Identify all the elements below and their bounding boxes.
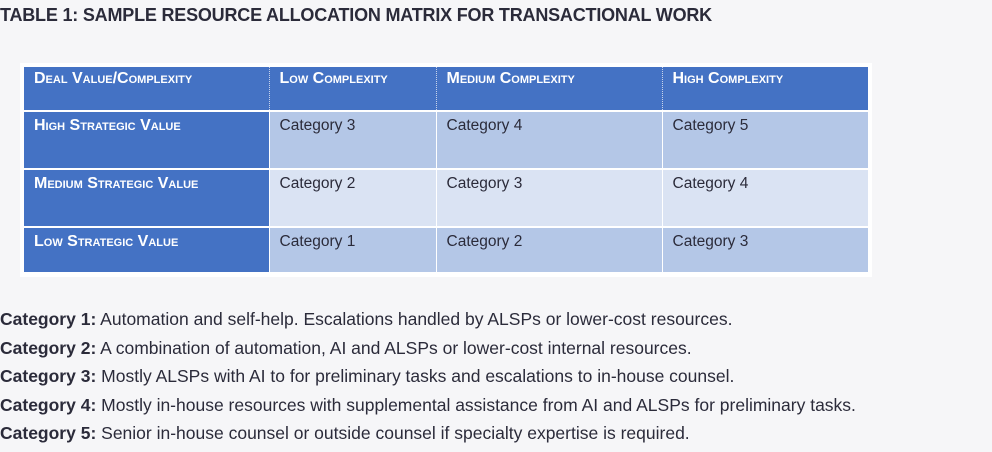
table-title: TABLE 1: SAMPLE RESOURCE ALLOCATION MATRIX FOR TRANSACTIONAL WORK	[0, 5, 712, 25]
legend-term: Category 1:	[0, 309, 97, 329]
table-cell: Category 3	[269, 111, 436, 169]
legend-term: Category 2:	[0, 337, 97, 358]
table-cell: Category 3	[436, 169, 662, 227]
legend-term: Category 4:	[0, 394, 97, 415]
table-row-high-strategic-value	[24, 111, 868, 169]
header-deal-value-complexity: Deal Value/Complexity	[24, 67, 269, 111]
table-cell: Category 3	[662, 227, 868, 272]
matrix-table-container	[20, 63, 872, 277]
legend-item-category-4	[0, 391, 856, 420]
legend-text: Automation and self-help. Escalations handled by ALSPs or lower-cost resources.	[96, 309, 733, 329]
legend-text: Mostly in-house resources with supplemental assistance from AI and ALSPs for preliminary tasks.	[96, 394, 856, 415]
table-header-row	[24, 67, 868, 111]
legend-text: Senior in-house counsel or outside counsel if specialty expertise is required.	[96, 423, 690, 444]
legend-term: Category 3:	[0, 366, 97, 387]
legend-item-category-5	[0, 419, 856, 448]
table-cell: Category 4	[662, 169, 868, 227]
legend-item-category-2	[0, 334, 856, 363]
category-legend	[0, 305, 856, 448]
legend-item-category-3	[0, 362, 856, 391]
table-cell: Category 4	[436, 111, 662, 169]
resource-allocation-matrix	[24, 67, 868, 272]
table-cell: Category 5	[662, 111, 868, 169]
table-row-low-strategic-value	[24, 227, 868, 272]
table-row-medium-strategic-value	[24, 169, 868, 227]
row-label-high-strategic-value: High Strategic Value	[24, 111, 269, 169]
header-medium-complexity: Medium Complexity	[436, 67, 662, 111]
header-low-complexity: Low Complexity	[269, 67, 436, 111]
table-cell: Category 2	[269, 169, 436, 227]
legend-text: Mostly ALSPs with AI to for preliminary tasks and escalations to in-house counsel.	[96, 366, 735, 387]
header-high-complexity: High Complexity	[662, 67, 868, 111]
legend-item-category-1	[0, 305, 856, 334]
row-label-low-strategic-value: Low Strategic Value	[24, 227, 269, 272]
legend-term: Category 5:	[0, 423, 97, 444]
row-label-medium-strategic-value: Medium Strategic Value	[24, 169, 269, 227]
table-cell: Category 2	[436, 227, 662, 272]
legend-text: A combination of automation, AI and ALSPs or lower-cost internal resources.	[96, 337, 692, 358]
table-cell: Category 1	[269, 227, 436, 272]
